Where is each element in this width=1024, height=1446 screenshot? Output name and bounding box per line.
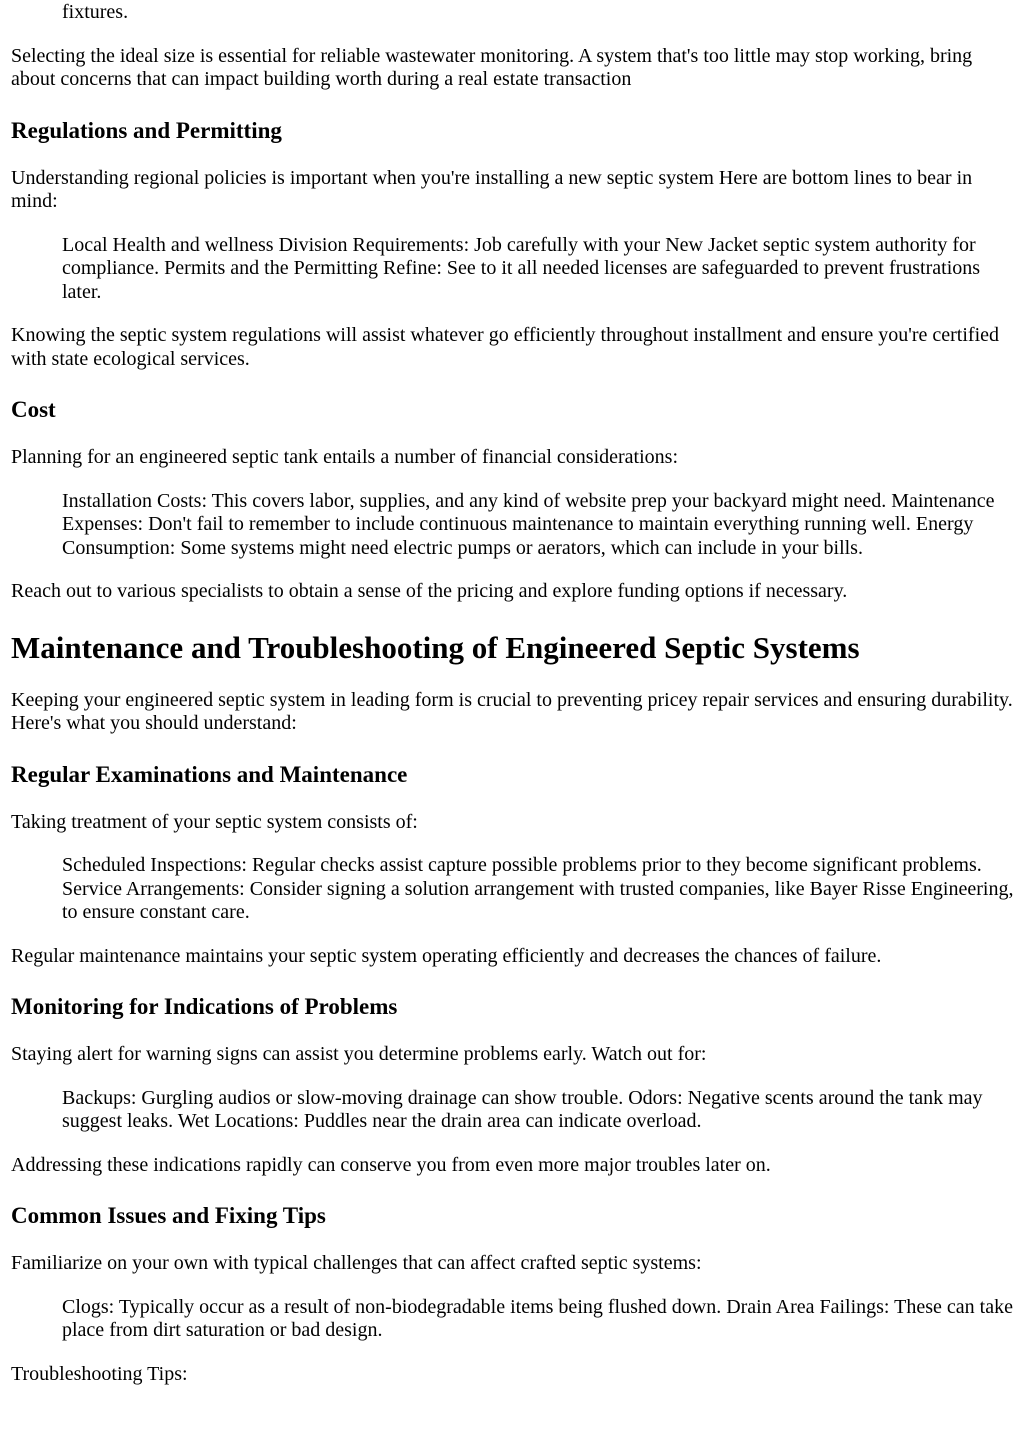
- list-fragment: fixtures.: [62, 1, 129, 23]
- paragraph-monitoring-after: Addressing these indications rapidly can conserve you from even more major troubles later on.: [11, 1153, 771, 1176]
- quote-common-text: Clogs: Typically occur as a result of non-biodegradable items being flushed down. Drain Area Failings: These can take place from dirt saturation or bad design.: [62, 1295, 1013, 1341]
- paragraph-system-size: Selecting the ideal size is essential for reliable wastewater monitoring. A system that's too little may stop working, bring about concerns that can impact building worth during a real estate transaction: [11, 44, 973, 90]
- paragraph-regular: Taking treatment of your septic system consists of:: [11, 810, 418, 833]
- heading-common-issues: Common Issues and Fixing Tips: [11, 1203, 326, 1228]
- quote-regular: [62, 854, 1014, 925]
- article-body: [11, 0, 1014, 1386]
- paragraph-cost-after: Reach out to various specialists to obtain a sense of the pricing and explore funding options if necessary.: [11, 580, 848, 602]
- heading-monitoring: Monitoring for Indications of Problems: [11, 994, 398, 1019]
- quote-cost: [62, 490, 1014, 561]
- quote-regular-text: Scheduled Inspections: Regular checks assist capture possible problems prior to they become significant problems. Service Arrangements: Consider signing a solution arrangement with trusted companies, like Bayer Risse Engineering, to ensure constant care.: [62, 854, 1014, 923]
- paragraph-common: Familiarize on your own with typical challenges that can affect crafted septic systems:: [11, 1252, 702, 1274]
- heading-cost: Cost: [11, 397, 56, 422]
- paragraph-regulations-after: Knowing the septic system regulations will assist whatever go efficiently throughout installment and ensure you're certified with state ecological services.: [11, 324, 999, 370]
- quote-regulations: [62, 234, 1014, 305]
- heading-maintenance: Maintenance and Troubleshooting of Engineered Septic Systems: [11, 629, 860, 665]
- paragraph-cost: Planning for an engineered septic tank entails a number of financial considerations:: [11, 446, 679, 468]
- quote-monitoring: [62, 1087, 1014, 1134]
- quote-monitoring-text: Backups: Gurgling audios or slow-moving drainage can show trouble. Odors: Negative scents around the tank may suggest leaks. Wet Locations: Puddles near the drain area can indicate overload.: [62, 1086, 983, 1132]
- paragraph-monitoring: Staying alert for warning signs can assist you determine problems early. Watch out for:: [11, 1043, 707, 1065]
- quote-cost-text: Installation Costs: This covers labor, supplies, and any kind of website prep your backyard might need. Maintenance Expenses: Don't fail to remember to include continuous maintenance to maintain everything running well. Energy Consumption: Some systems might need electric pumps or aerators, which can include in your bills.: [62, 489, 995, 559]
- paragraph-regulations: Understanding regional policies is important when you're installing a new septic system Here are bottom lines to bear in mind:: [11, 166, 973, 212]
- heading-regulations: Regulations and Permitting: [11, 117, 282, 143]
- quote-regulations-text: Local Health and wellness Division Requirements: Job carefully with your New Jacket septic system authority for compliance. Permits and the Permitting Refine: See to it all needed licenses are safeguarded to prevent frustrations later.: [62, 233, 981, 303]
- paragraph-troubleshooting: Troubleshooting Tips:: [11, 1362, 188, 1385]
- paragraph-regular-after: Regular maintenance maintains your septic system operating efficiently and decreases the chances of failure.: [11, 944, 882, 967]
- paragraph-maintenance: Keeping your engineered septic system in leading form is crucial to preventing pricey repair services and ensuring durability. Here's what you should understand:: [11, 688, 1013, 734]
- heading-regular-examinations: Regular Examinations and Maintenance: [11, 761, 408, 787]
- quote-common: [62, 1296, 1014, 1343]
